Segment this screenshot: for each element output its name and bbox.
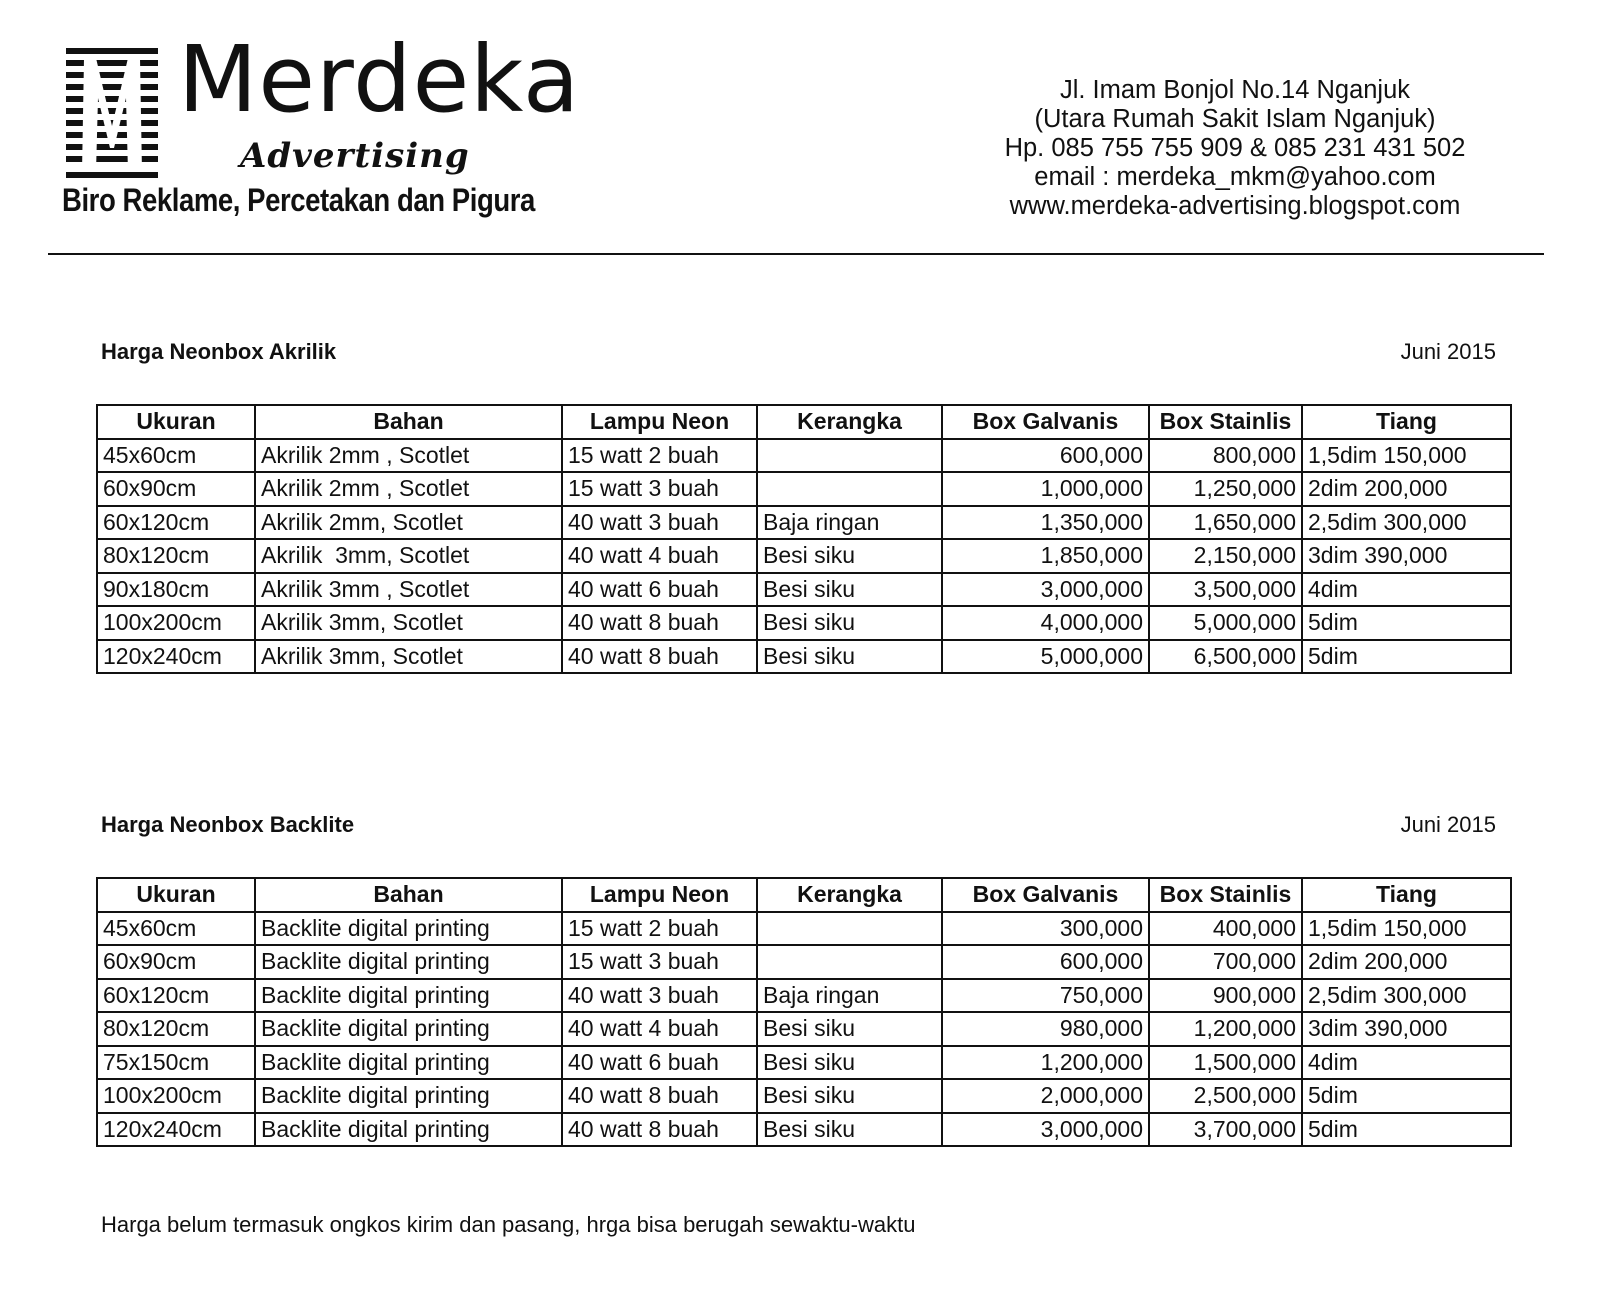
contact-landmark: (Utara Rumah Sakit Islam Nganjuk) (1034, 105, 1436, 133)
cell-kerangka: Baja ringan (757, 506, 942, 540)
cell-box-stainlis: 3,500,000 (1149, 573, 1302, 607)
cell-kerangka (757, 945, 942, 979)
cell-box-galvanis: 1,200,000 (942, 1046, 1149, 1080)
table-header-row (97, 405, 1511, 439)
column-header-ukuran: Ukuran (97, 405, 255, 439)
table-row (97, 472, 1511, 506)
column-header-lampu-neon: Lampu Neon (562, 878, 757, 912)
table-row (97, 606, 1511, 640)
cell-ukuran: 100x200cm (97, 1079, 255, 1113)
column-header-box-galvanis: Box Galvanis (942, 878, 1149, 912)
cell-box-stainlis: 700,000 (1149, 945, 1302, 979)
cell-bahan: Akrilik 3mm, Scotlet (255, 640, 562, 674)
cell-ukuran: 75x150cm (97, 1046, 255, 1080)
cell-ukuran: 45x60cm (97, 912, 255, 946)
cell-tiang: 4dim (1302, 1046, 1511, 1080)
cell-box-stainlis: 1,650,000 (1149, 506, 1302, 540)
contact-email[interactable]: email : merdeka_mkm@yahoo.com (1034, 163, 1436, 191)
table-row (97, 439, 1511, 473)
cell-tiang: 2dim 200,000 (1302, 945, 1511, 979)
section-title-akrilik: Harga Neonbox Akrilik (101, 339, 337, 364)
cell-box-galvanis: 600,000 (942, 945, 1149, 979)
cell-kerangka: Besi siku (757, 606, 942, 640)
cell-box-galvanis: 750,000 (942, 979, 1149, 1013)
cell-box-galvanis: 600,000 (942, 439, 1149, 473)
cell-box-galvanis: 4,000,000 (942, 606, 1149, 640)
price-footnote: Harga belum termasuk ongkos kirim dan pasang, hrga bisa berugah sewaktu-waktu (101, 1212, 916, 1237)
column-header-box-stainlis: Box Stainlis (1149, 878, 1302, 912)
table-row (97, 640, 1511, 674)
table-row (97, 1012, 1511, 1046)
cell-bahan: Akrilik 3mm , Scotlet (255, 573, 562, 607)
cell-bahan: Backlite digital printing (255, 945, 562, 979)
cell-bahan: Akrilik 2mm, Scotlet (255, 506, 562, 540)
column-header-ukuran: Ukuran (97, 878, 255, 912)
brand-name: Merdeka (178, 26, 581, 133)
cell-kerangka: Besi siku (757, 539, 942, 573)
cell-box-galvanis: 1,350,000 (942, 506, 1149, 540)
table-row (97, 979, 1511, 1013)
cell-lampu-neon: 40 watt 6 buah (562, 573, 757, 607)
cell-box-stainlis: 1,500,000 (1149, 1046, 1302, 1080)
price-table-backlite (96, 877, 1512, 1147)
cell-tiang: 5dim (1302, 640, 1511, 674)
column-header-box-galvanis: Box Galvanis (942, 405, 1149, 439)
cell-ukuran: 60x90cm (97, 472, 255, 506)
cell-tiang: 3dim 390,000 (1302, 539, 1511, 573)
cell-tiang: 4dim (1302, 573, 1511, 607)
column-header-bahan: Bahan (255, 878, 562, 912)
column-header-tiang: Tiang (1302, 405, 1511, 439)
cell-ukuran: 45x60cm (97, 439, 255, 473)
cell-lampu-neon: 40 watt 8 buah (562, 1079, 757, 1113)
cell-lampu-neon: 40 watt 3 buah (562, 506, 757, 540)
table-row (97, 1079, 1511, 1113)
table-row (97, 912, 1511, 946)
cell-tiang: 2dim 200,000 (1302, 472, 1511, 506)
cell-kerangka (757, 439, 942, 473)
contact-address: Jl. Imam Bonjol No.14 Nganjuk (1059, 76, 1411, 104)
cell-kerangka: Besi siku (757, 573, 942, 607)
brand-subtitle: Advertising (240, 136, 470, 176)
cell-box-stainlis: 3,700,000 (1149, 1113, 1302, 1147)
cell-bahan: Akrilik 3mm, Scotlet (255, 606, 562, 640)
cell-ukuran: 60x120cm (97, 979, 255, 1013)
contact-phone: Hp. 085 755 755 909 & 085 231 431 502 (1004, 134, 1466, 162)
cell-tiang: 1,5dim 150,000 (1302, 439, 1511, 473)
cell-kerangka: Besi siku (757, 1079, 942, 1113)
cell-lampu-neon: 15 watt 3 buah (562, 945, 757, 979)
table-row (97, 945, 1511, 979)
cell-box-stainlis: 900,000 (1149, 979, 1302, 1013)
cell-lampu-neon: 40 watt 4 buah (562, 539, 757, 573)
cell-box-galvanis: 3,000,000 (942, 573, 1149, 607)
cell-tiang: 1,5dim 150,000 (1302, 912, 1511, 946)
section-title-backlite: Harga Neonbox Backlite (101, 812, 355, 837)
cell-bahan: Akrilik 2mm , Scotlet (255, 472, 562, 506)
cell-kerangka (757, 472, 942, 506)
striped-m-logo-icon (66, 48, 158, 178)
cell-ukuran: 60x90cm (97, 945, 255, 979)
cell-lampu-neon: 15 watt 2 buah (562, 912, 757, 946)
cell-lampu-neon: 40 watt 8 buah (562, 640, 757, 674)
cell-lampu-neon: 40 watt 6 buah (562, 1046, 757, 1080)
cell-box-galvanis: 2,000,000 (942, 1079, 1149, 1113)
cell-tiang: 5dim (1302, 1113, 1511, 1147)
contact-website[interactable]: www.merdeka-advertising.blogspot.com (1009, 192, 1461, 220)
cell-ukuran: 80x120cm (97, 539, 255, 573)
cell-ukuran: 120x240cm (97, 1113, 255, 1147)
cell-box-stainlis: 1,200,000 (1149, 1012, 1302, 1046)
cell-box-galvanis: 300,000 (942, 912, 1149, 946)
cell-lampu-neon: 40 watt 8 buah (562, 606, 757, 640)
column-header-kerangka: Kerangka (757, 878, 942, 912)
cell-lampu-neon: 40 watt 3 buah (562, 979, 757, 1013)
cell-box-stainlis: 2,150,000 (1149, 539, 1302, 573)
brand-tagline: Biro Reklame, Percetakan dan Pigura (62, 182, 535, 218)
table-row (97, 539, 1511, 573)
cell-ukuran: 90x180cm (97, 573, 255, 607)
cell-box-galvanis: 1,850,000 (942, 539, 1149, 573)
cell-bahan: Backlite digital printing (255, 1046, 562, 1080)
cell-box-galvanis: 1,000,000 (942, 472, 1149, 506)
section-date-akrilik: Juni 2015 (1400, 339, 1496, 364)
cell-kerangka: Besi siku (757, 1046, 942, 1080)
cell-kerangka: Baja ringan (757, 979, 942, 1013)
header-divider (48, 253, 1544, 255)
cell-kerangka: Besi siku (757, 1012, 942, 1046)
column-header-lampu-neon: Lampu Neon (562, 405, 757, 439)
cell-bahan: Backlite digital printing (255, 912, 562, 946)
cell-lampu-neon: 15 watt 2 buah (562, 439, 757, 473)
column-header-kerangka: Kerangka (757, 405, 942, 439)
table-row (97, 573, 1511, 607)
cell-ukuran: 100x200cm (97, 606, 255, 640)
cell-tiang: 5dim (1302, 606, 1511, 640)
section-date-backlite: Juni 2015 (1400, 812, 1496, 837)
contact-block (975, 76, 1495, 221)
price-table-akrilik (96, 404, 1512, 674)
cell-box-galvanis: 3,000,000 (942, 1113, 1149, 1147)
cell-lampu-neon: 15 watt 3 buah (562, 472, 757, 506)
cell-box-stainlis: 1,250,000 (1149, 472, 1302, 506)
cell-ukuran: 120x240cm (97, 640, 255, 674)
cell-box-galvanis: 980,000 (942, 1012, 1149, 1046)
column-header-box-stainlis: Box Stainlis (1149, 405, 1302, 439)
cell-box-stainlis: 2,500,000 (1149, 1079, 1302, 1113)
cell-box-stainlis: 5,000,000 (1149, 606, 1302, 640)
column-header-tiang: Tiang (1302, 878, 1511, 912)
cell-bahan: Backlite digital printing (255, 1012, 562, 1046)
cell-kerangka (757, 912, 942, 946)
column-header-bahan: Bahan (255, 405, 562, 439)
cell-box-stainlis: 400,000 (1149, 912, 1302, 946)
cell-tiang: 3dim 390,000 (1302, 1012, 1511, 1046)
cell-kerangka: Besi siku (757, 640, 942, 674)
cell-bahan: Backlite digital printing (255, 979, 562, 1013)
table-row (97, 1046, 1511, 1080)
cell-ukuran: 80x120cm (97, 1012, 255, 1046)
cell-box-stainlis: 6,500,000 (1149, 640, 1302, 674)
cell-box-stainlis: 800,000 (1149, 439, 1302, 473)
cell-tiang: 5dim (1302, 1079, 1511, 1113)
cell-bahan: Akrilik 3mm, Scotlet (255, 539, 562, 573)
cell-lampu-neon: 40 watt 4 buah (562, 1012, 757, 1046)
cell-tiang: 2,5dim 300,000 (1302, 979, 1511, 1013)
cell-tiang: 2,5dim 300,000 (1302, 506, 1511, 540)
table-header-row (97, 878, 1511, 912)
cell-bahan: Backlite digital printing (255, 1079, 562, 1113)
table-row (97, 1113, 1511, 1147)
cell-bahan: Backlite digital printing (255, 1113, 562, 1147)
cell-bahan: Akrilik 2mm , Scotlet (255, 439, 562, 473)
table-row (97, 506, 1511, 540)
cell-lampu-neon: 40 watt 8 buah (562, 1113, 757, 1147)
cell-kerangka: Besi siku (757, 1113, 942, 1147)
cell-box-galvanis: 5,000,000 (942, 640, 1149, 674)
cell-ukuran: 60x120cm (97, 506, 255, 540)
